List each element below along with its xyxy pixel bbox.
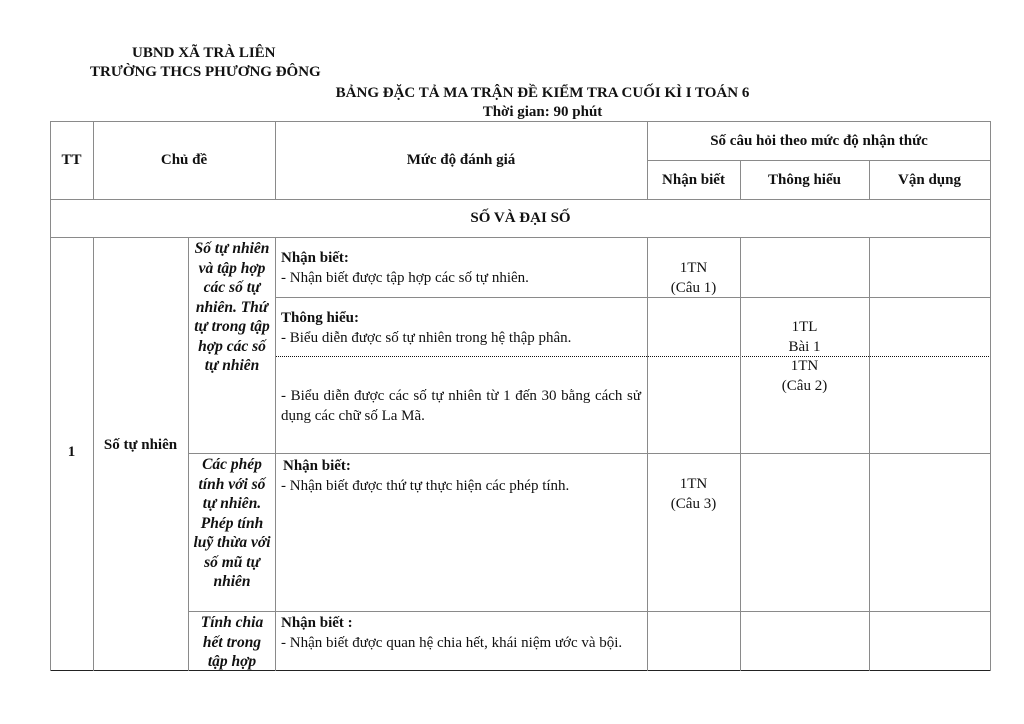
- understand-count: [740, 356, 869, 396]
- subtopic-name: Các phép tính với số tự nhiên. Phép tính luỹ thừa với số mũ tự nhiên: [193, 456, 271, 590]
- row-number: [50, 237, 93, 671]
- assessment-cell: [275, 356, 647, 453]
- divider: [188, 237, 189, 671]
- column-header-tt: TT: [61, 152, 82, 168]
- count-value: 1TN: [679, 476, 708, 492]
- subtopic-name: Tính chia hết trong tập hợp: [200, 614, 264, 670]
- column-header-understand: Thông hiểu: [768, 171, 841, 188]
- column-header-question-group: Số câu hỏi theo mức độ nhận thức: [710, 132, 928, 149]
- count-value: 1TL: [791, 319, 818, 335]
- topic-name: Số tự nhiên: [103, 437, 178, 453]
- assessment-cell: [275, 611, 647, 670]
- assessment-cell: [275, 453, 647, 611]
- level-label: Thông hiểu:: [281, 310, 359, 326]
- count-ref: (Câu 1): [670, 280, 717, 296]
- column-header-recognize: Nhận biết: [662, 171, 725, 188]
- recognize-count: [647, 258, 740, 298]
- count-ref: (Câu 3): [670, 496, 717, 512]
- document-subtitle: Thời gian: 90 phút: [482, 104, 603, 120]
- recognize-count: [647, 474, 740, 514]
- level-label: Nhận biết:: [283, 458, 351, 474]
- count-value: 1TN: [790, 358, 819, 374]
- count-ref: Bài 1: [788, 339, 821, 355]
- assessment-cell: [275, 237, 647, 297]
- assessment-item: - Nhận biết được thứ tự thực hiện các phép tính.: [281, 478, 570, 494]
- divider: [869, 237, 870, 671]
- column-header-apply: Vận dụng: [898, 171, 961, 188]
- document-title: BẢNG ĐẶC TẢ MA TRẬN ĐỀ KIỂM TRA CUỐI KÌ I TOÁN 6: [335, 85, 750, 101]
- assessment-item: - Nhận biết được quan hệ chia hết, khái niệm ước và bội.: [281, 635, 623, 651]
- divider: [740, 237, 741, 671]
- understand-count: [740, 317, 869, 357]
- count-ref: (Câu 2): [781, 378, 828, 394]
- school-name: TRƯỜNG THCS PHƯƠNG ĐÔNG: [90, 64, 321, 80]
- divider: [647, 237, 648, 671]
- subtopic-name: Số tự nhiên và tập hợp các số tự nhiên. Thứ tự trong tập hợp các số tự nhiên: [194, 240, 270, 374]
- row-number-text: 1: [67, 444, 76, 460]
- assessment-item: - Biểu diễn được các số tự nhiên từ 1 đến 30 bằng cách sử dụng các chữ số La Mã.: [281, 388, 641, 424]
- section-title: SỐ VÀ ĐẠI SỐ: [470, 210, 571, 226]
- level-label: Nhận biết:: [281, 250, 349, 266]
- column-header-assessment: Mức độ đánh giá: [406, 152, 516, 168]
- count-value: 1TN: [679, 260, 708, 276]
- assessment-item: - Biểu diễn được số tự nhiên trong hệ thập phân.: [281, 330, 572, 346]
- table-border-bottom: [50, 670, 991, 671]
- assessment-cell: [275, 297, 647, 356]
- column-header-topic: Chủ đề: [160, 152, 208, 168]
- organization-name: UBND XÃ TRÀ LIÊN: [132, 45, 276, 61]
- level-label: Nhận biết :: [281, 615, 353, 631]
- assessment-item: - Nhận biết được tập hợp các số tự nhiên.: [281, 270, 529, 286]
